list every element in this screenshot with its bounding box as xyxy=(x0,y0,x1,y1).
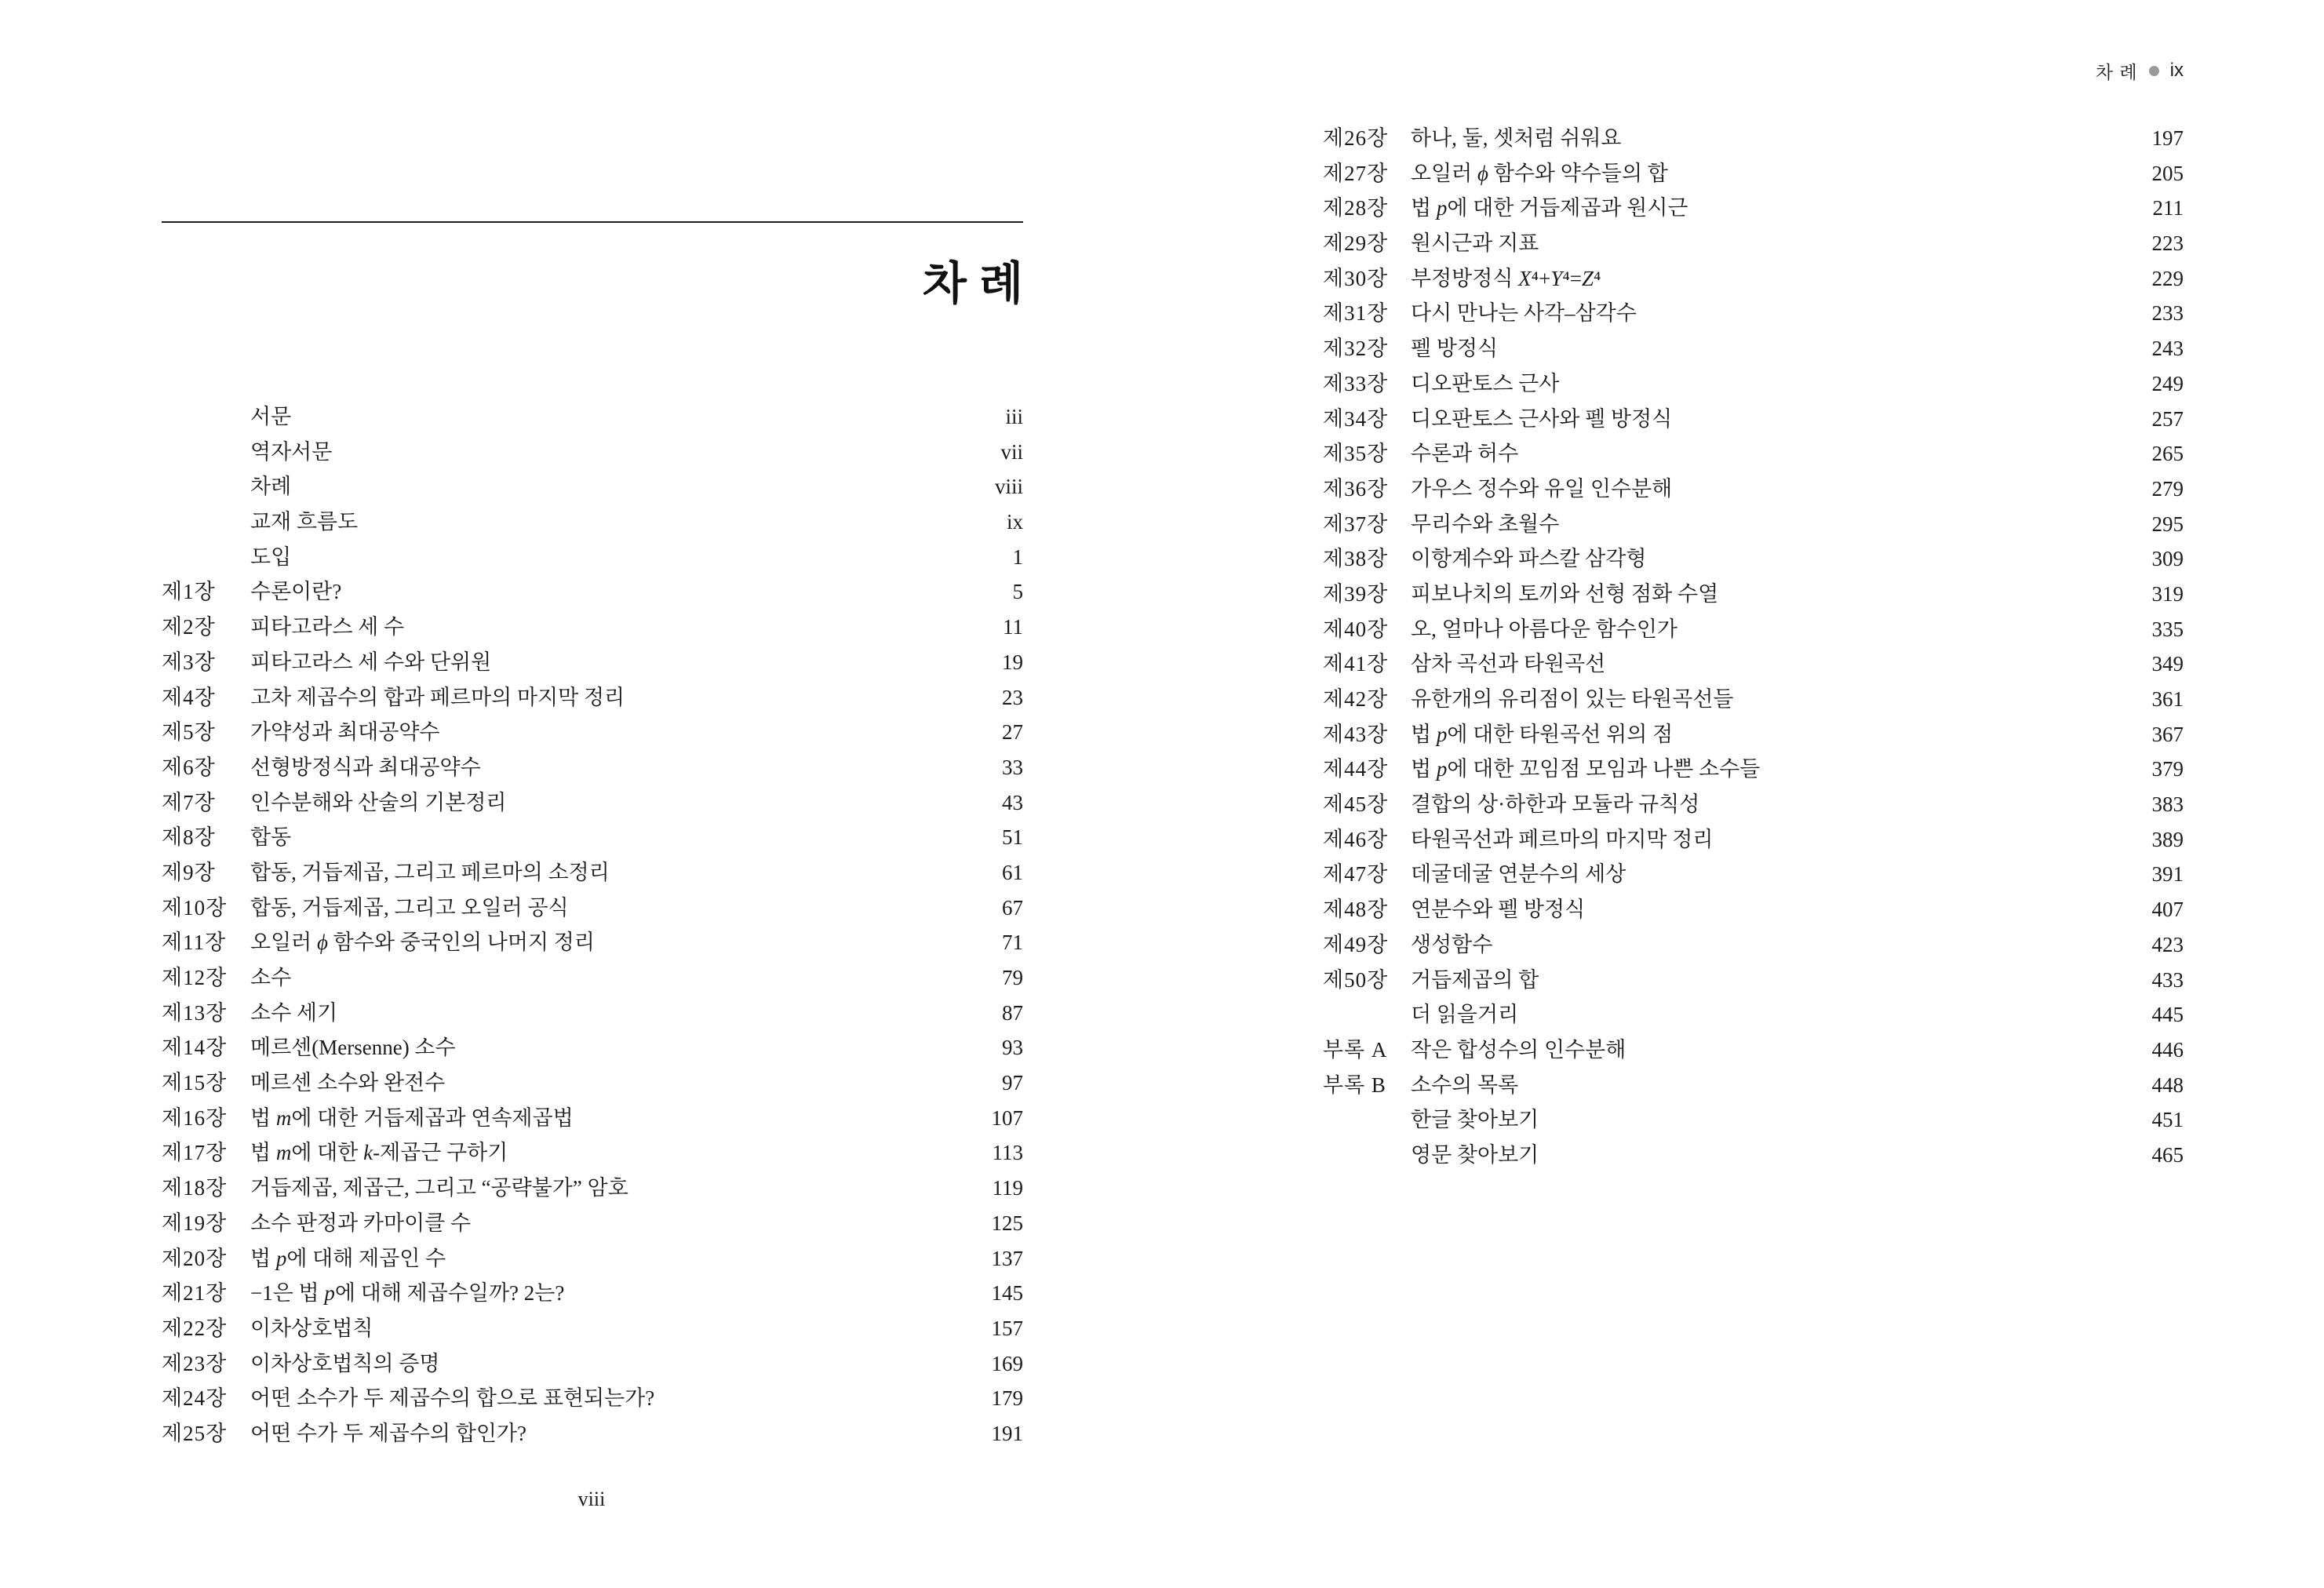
toc-entry-page-number: 169 xyxy=(991,1351,1023,1375)
toc-entry xyxy=(1323,612,2184,647)
toc-entry xyxy=(1323,191,2184,226)
toc-entry xyxy=(1323,1138,2184,1173)
toc-entry xyxy=(1323,261,2184,297)
running-head-page-number: ix xyxy=(2169,60,2184,81)
toc-entry-title: 피타고라스 세 수와 단위원 xyxy=(250,650,492,674)
toc-entry-label: 제29장 xyxy=(1323,231,1389,256)
toc-entry-page-number: ix xyxy=(1006,510,1023,534)
toc-entry-page-number: 433 xyxy=(2151,967,2184,992)
toc-entry-label: 제49장 xyxy=(1323,932,1389,956)
toc-entry-label: 제14장 xyxy=(162,1036,228,1060)
toc-entry xyxy=(162,891,1023,926)
toc-entry-page-number: 265 xyxy=(2151,442,2184,466)
toc-entry-page-number: 243 xyxy=(2151,337,2184,361)
toc-entry-title: 피보나치의 토끼와 선형 점화 수열 xyxy=(1411,581,1719,606)
toc-entry-page-number: 27 xyxy=(1002,720,1023,745)
toc-entry-title: 도입 xyxy=(250,545,292,569)
toc-entry-label: 제27장 xyxy=(1323,161,1389,185)
toc-entry xyxy=(162,1311,1023,1346)
toc-entry xyxy=(162,1276,1023,1311)
page-title: 차 례 xyxy=(922,258,1023,309)
toc-entry xyxy=(1323,997,2184,1033)
toc-entry-title: 결합의 상·하한과 모듈라 규칙성 xyxy=(1411,792,1700,817)
toc-entry-page-number: 223 xyxy=(2151,231,2184,256)
toc-entry xyxy=(1323,121,2184,156)
toc-entry-title: 어떤 소수가 두 제곱수의 합으로 표현되는가? xyxy=(250,1386,655,1411)
toc-entry-page-number: 43 xyxy=(1002,790,1023,814)
toc-entry-title: 오, 얼마나 아름다운 함수인가 xyxy=(1411,617,1677,641)
toc-entry-label: 제17장 xyxy=(162,1141,228,1165)
toc-entry xyxy=(1323,787,2184,822)
toc-entry-label: 제32장 xyxy=(1323,337,1389,361)
toc-entry-title: 소수 세기 xyxy=(250,1000,338,1025)
toc-entry-page-number: 249 xyxy=(2151,371,2184,395)
toc-entry-label: 제7장 xyxy=(162,790,216,814)
toc-entry-label: 제23장 xyxy=(162,1351,228,1375)
toc-entry-title: 디오판토스 근사 xyxy=(1411,371,1560,395)
toc-entry-title: 메르센(Mersenne) 소수 xyxy=(250,1036,456,1060)
toc-entry-page-number: 423 xyxy=(2151,932,2184,956)
toc-entry-label: 제43장 xyxy=(1323,722,1389,746)
toc-entry-title: 수론이란? xyxy=(250,580,342,604)
toc-entry xyxy=(162,1381,1023,1416)
toc-entry-title: 거듭제곱의 합 xyxy=(1411,967,1539,992)
toc-entry-label: 제44장 xyxy=(1323,757,1389,781)
bullet-icon xyxy=(2149,66,2159,76)
toc-entry-title: −1은 법 p에 대해 제곱수일까? 2는? xyxy=(250,1281,565,1306)
toc-entry-page-number: 137 xyxy=(991,1246,1023,1270)
toc-entry-label: 제4장 xyxy=(162,685,216,709)
toc-entry xyxy=(1323,472,2184,507)
toc-entry-label: 제28장 xyxy=(1323,196,1389,220)
toc-entry-title: 무리수와 초월수 xyxy=(1411,512,1560,536)
toc-entry-label: 제1장 xyxy=(162,580,216,604)
toc-entry-title: 오일러 ϕ 함수와 약수들의 합 xyxy=(1411,161,1668,185)
toc-entry-title: 생성함수 xyxy=(1411,932,1493,956)
toc-entry-label: 제10장 xyxy=(162,895,228,920)
toc-entry-label: 제45장 xyxy=(1323,792,1389,817)
toc-entry-page-number: 335 xyxy=(2151,617,2184,641)
toc-entry-page-number: 179 xyxy=(991,1386,1023,1411)
toc-entry xyxy=(1323,331,2184,366)
toc-entry-page-number: 61 xyxy=(1002,860,1023,884)
toc-entry-page-number: 5 xyxy=(1012,580,1023,604)
toc-entry-title: 법 m에 대한 거듭제곱과 연속제곱법 xyxy=(250,1105,574,1130)
toc-entry xyxy=(162,1101,1023,1136)
toc-entry-label: 제31장 xyxy=(1323,301,1389,326)
toc-entry-label: 제48장 xyxy=(1323,898,1389,922)
toc-entry xyxy=(1323,156,2184,191)
toc-entry-title: 원시근과 지표 xyxy=(1411,231,1539,256)
toc-entry xyxy=(162,1416,1023,1451)
toc-entry-title: 고차 제곱수의 합과 페르마의 마지막 정리 xyxy=(250,685,625,709)
toc-entry-title: 연분수와 펠 방정식 xyxy=(1411,898,1586,922)
toc-entry xyxy=(162,1135,1023,1171)
toc-entry-page-number: 1 xyxy=(1012,545,1023,569)
toc-entry-page-number: 233 xyxy=(2151,301,2184,326)
toc-entry-page-number: 23 xyxy=(1002,685,1023,709)
toc-entry xyxy=(1323,1033,2184,1068)
toc-entry-page-number: 448 xyxy=(2151,1073,2184,1097)
toc-entry-page-number: 361 xyxy=(2151,687,2184,711)
toc-list-left xyxy=(162,399,1023,1451)
toc-entry xyxy=(1323,963,2184,998)
toc-entry-page-number: 119 xyxy=(992,1176,1023,1200)
toc-entry-title: 수론과 허수 xyxy=(1411,442,1519,466)
toc-entry-page-number: 125 xyxy=(991,1211,1023,1235)
toc-entry-label: 제37장 xyxy=(1323,512,1389,536)
toc-entry-label: 제15장 xyxy=(162,1071,228,1095)
toc-entry-label: 제13장 xyxy=(162,1000,228,1025)
toc-entry-page-number: 97 xyxy=(1002,1071,1023,1095)
toc-entry-label: 제36장 xyxy=(1323,476,1389,501)
toc-entry-title: 소수 판정과 카마이클 수 xyxy=(250,1211,472,1235)
toc-entry-title: 데굴데굴 연분수의 세상 xyxy=(1411,862,1626,887)
toc-entry-title: 법 p에 대한 꼬임점 모임과 나쁜 소수들 xyxy=(1411,757,1761,781)
toc-entry-page-number: 11 xyxy=(1003,615,1023,639)
toc-entry-label: 부록 A xyxy=(1323,1037,1388,1062)
toc-entry-label: 제38장 xyxy=(1323,547,1389,571)
toc-entry-page-number: 107 xyxy=(991,1105,1023,1130)
toc-entry-title: 타원곡선과 페르마의 마지막 정리 xyxy=(1411,827,1714,851)
toc-entry xyxy=(162,820,1023,855)
toc-entry-page-number: 191 xyxy=(991,1421,1023,1445)
running-head-section: 차 례 xyxy=(2095,61,2138,82)
toc-entry-title: 디오판토스 근사와 펠 방정식 xyxy=(1411,406,1673,431)
toc-entry-title: 오일러 ϕ 함수와 중국인의 나머지 정리 xyxy=(250,931,595,955)
toc-entry xyxy=(1323,296,2184,331)
toc-entry-page-number: 379 xyxy=(2151,757,2184,781)
toc-entry-label: 제11장 xyxy=(162,931,227,955)
toc-entry-page-number: 113 xyxy=(992,1141,1023,1165)
toc-entry-page-number: 465 xyxy=(2151,1142,2184,1167)
toc-entry-title: 다시 만나는 사각–삼각수 xyxy=(1411,301,1637,326)
toc-entry xyxy=(1323,892,2184,927)
toc-entry-title: 차례 xyxy=(250,475,292,499)
toc-entry-label: 제46장 xyxy=(1323,827,1389,851)
toc-entry-label: 제21장 xyxy=(162,1281,228,1306)
toc-entry xyxy=(1323,366,2184,402)
toc-entry-label: 제12장 xyxy=(162,966,228,989)
toc-entry xyxy=(1323,402,2184,437)
toc-entry-title: 작은 합성수의 인수분해 xyxy=(1411,1037,1626,1062)
toc-entry-page-number: 451 xyxy=(2151,1108,2184,1132)
toc-entry-page-number: 295 xyxy=(2151,512,2184,536)
toc-entry-title: 합동, 거듭제곱, 그리고 페르마의 소정리 xyxy=(250,860,610,884)
toc-entry-page-number: 33 xyxy=(1002,755,1023,779)
toc-entry xyxy=(162,715,1023,750)
toc-entry xyxy=(162,469,1023,504)
toc-entry-label: 제42장 xyxy=(1323,687,1389,711)
toc-entry-title: 한글 찾아보기 xyxy=(1411,1108,1539,1132)
toc-entry xyxy=(1323,857,2184,892)
toc-entry-label: 제47장 xyxy=(1323,862,1389,887)
toc-entry-label: 제40장 xyxy=(1323,617,1389,641)
toc-entry-page-number: 309 xyxy=(2151,547,2184,571)
toc-entry-title: 법 p에 대한 거듭제곱과 원시근 xyxy=(1411,196,1688,220)
toc-entry xyxy=(162,960,1023,996)
toc-entry-page-number: 445 xyxy=(2151,1003,2184,1027)
toc-entry-page-number: iii xyxy=(1005,405,1023,428)
toc-entry xyxy=(162,645,1023,680)
toc-entry-page-number: 145 xyxy=(991,1281,1023,1306)
toc-entry-page-number: 257 xyxy=(2151,406,2184,431)
title-rule xyxy=(162,221,1023,223)
toc-entry xyxy=(1323,682,2184,717)
toc-entry-label: 제3장 xyxy=(162,650,216,674)
toc-entry-title: 더 읽을거리 xyxy=(1411,1003,1519,1027)
toc-entry xyxy=(162,504,1023,540)
toc-entry-title: 부정방정식 X⁴+Y⁴=Z⁴ xyxy=(1411,266,1601,290)
toc-entry-page-number: 19 xyxy=(1002,650,1023,674)
toc-entry-title: 소수의 목록 xyxy=(1411,1073,1519,1097)
toc-entry-page-number: 87 xyxy=(1002,1000,1023,1025)
toc-entry-title: 하나, 둘, 셋처럼 쉬워요 xyxy=(1411,126,1622,150)
toc-entry xyxy=(162,1346,1023,1382)
toc-entry-label: 제24장 xyxy=(162,1386,228,1411)
toc-entry-label: 제22장 xyxy=(162,1316,228,1340)
toc-entry xyxy=(162,785,1023,821)
toc-entry xyxy=(162,925,1023,960)
toc-entry-label: 제26장 xyxy=(1323,126,1389,150)
toc-entry-page-number: 446 xyxy=(2151,1037,2184,1062)
toc-entry-label: 제50장 xyxy=(1323,967,1389,992)
toc-entry-label: 제34장 xyxy=(1323,406,1389,431)
toc-entry-label: 제20장 xyxy=(162,1246,228,1270)
toc-entry xyxy=(1323,226,2184,261)
toc-entry-label: 부록 B xyxy=(1323,1073,1386,1097)
toc-entry-page-number: 389 xyxy=(2151,827,2184,851)
toc-entry-page-number: viii xyxy=(994,475,1023,499)
toc-entry xyxy=(162,1241,1023,1277)
toc-entry xyxy=(162,1065,1023,1101)
toc-entry xyxy=(1323,927,2184,963)
toc-entry-title: 가약성과 최대공약수 xyxy=(250,720,440,745)
toc-entry-title: 선형방정식과 최대공약수 xyxy=(250,755,481,779)
toc-entry xyxy=(162,855,1023,891)
toc-entry-page-number: 367 xyxy=(2151,722,2184,746)
toc-entry-title: 서문 xyxy=(250,405,292,428)
toc-entry-title: 인수분해와 산술의 기본정리 xyxy=(250,790,507,814)
toc-entry-title: 펠 방정식 xyxy=(1411,337,1499,361)
toc-entry-page-number: 279 xyxy=(2151,476,2184,501)
toc-entry xyxy=(162,1206,1023,1241)
footer-page-number: viii xyxy=(577,1488,606,1510)
toc-entry-title: 이항계수와 파스칼 삼각형 xyxy=(1411,547,1647,571)
toc-entry-label: 제18장 xyxy=(162,1176,228,1200)
toc-entry-label: 제9장 xyxy=(162,860,216,884)
toc-entry-title: 유한개의 유리점이 있는 타원곡선들 xyxy=(1411,687,1734,711)
toc-entry-page-number: 67 xyxy=(1002,895,1023,920)
toc-entry-page-number: 211 xyxy=(2152,196,2184,220)
toc-entry-title: 소수 xyxy=(250,966,292,989)
toc-entry xyxy=(1323,541,2184,577)
toc-entry-title: 가우스 정수와 유일 인수분해 xyxy=(1411,476,1673,501)
toc-entry xyxy=(162,399,1023,435)
toc-entry xyxy=(1323,1102,2184,1138)
toc-entry-page-number: 93 xyxy=(1002,1036,1023,1060)
toc-entry-title: 피타고라스 세 수 xyxy=(250,615,405,639)
toc-entry-title: 이차상호법칙의 증명 xyxy=(250,1351,440,1375)
toc-entry-title: 법 p에 대해 제곱인 수 xyxy=(250,1246,446,1270)
toc-entry-label: 제25장 xyxy=(162,1421,228,1445)
toc-entry xyxy=(162,574,1023,610)
toc-entry-title: 메르센 소수와 완전수 xyxy=(250,1071,446,1095)
toc-entry-page-number: 383 xyxy=(2151,792,2184,817)
toc-entry-page-number: 319 xyxy=(2151,581,2184,606)
toc-entry-title: 법 m에 대한 k-제곱근 구하기 xyxy=(250,1141,508,1165)
toc-entry xyxy=(1323,1068,2184,1103)
toc-entry-label: 제2장 xyxy=(162,615,216,639)
toc-entry-title: 삼차 곡선과 타원곡선 xyxy=(1411,652,1606,676)
toc-entry-label: 제33장 xyxy=(1323,371,1389,395)
toc-entry-page-number: 229 xyxy=(2151,266,2184,290)
toc-entry xyxy=(1323,507,2184,542)
toc-entry-title: 역자서문 xyxy=(250,439,333,464)
toc-entry-title: 거듭제곱, 제곱근, 그리고 “공략불가” 암호 xyxy=(250,1176,628,1200)
toc-entry-label: 제16장 xyxy=(162,1105,228,1130)
toc-entry xyxy=(1323,577,2184,612)
toc-entry-label: 제19장 xyxy=(162,1211,228,1235)
toc-entry-title: 법 p에 대한 타원곡선 위의 점 xyxy=(1411,722,1674,746)
toc-entry-page-number: vii xyxy=(1000,439,1023,464)
toc-entry xyxy=(162,1030,1023,1065)
running-head xyxy=(2096,56,2184,85)
toc-entry-label: 제30장 xyxy=(1323,266,1389,290)
toc-entry-page-number: 391 xyxy=(2151,862,2184,887)
toc-entry-page-number: 51 xyxy=(1002,825,1023,850)
toc-entry-page-number: 71 xyxy=(1002,931,1023,955)
toc-entry xyxy=(1323,822,2184,858)
toc-entry xyxy=(162,680,1023,716)
toc-entry xyxy=(162,1171,1023,1206)
toc-entry xyxy=(162,540,1023,575)
toc-entry xyxy=(1323,646,2184,682)
toc-entry xyxy=(162,435,1023,470)
toc-entry-label: 제39장 xyxy=(1323,581,1389,606)
toc-entry xyxy=(1323,717,2184,752)
toc-entry xyxy=(162,610,1023,645)
toc-entry-page-number: 157 xyxy=(991,1316,1023,1340)
toc-list-right xyxy=(1323,121,2184,1173)
toc-entry xyxy=(162,750,1023,785)
toc-entry-label: 제8장 xyxy=(162,825,216,850)
toc-entry-label: 제35장 xyxy=(1323,442,1389,466)
toc-entry-label: 제5장 xyxy=(162,720,216,745)
toc-entry xyxy=(1323,436,2184,472)
toc-entry-page-number: 407 xyxy=(2151,898,2184,922)
toc-entry-title: 영문 찾아보기 xyxy=(1411,1142,1539,1167)
toc-entry xyxy=(162,996,1023,1031)
toc-entry-label: 제6장 xyxy=(162,755,216,779)
toc-entry-title: 합동 xyxy=(250,825,292,850)
toc-entry-title: 어떤 수가 두 제곱수의 합인가? xyxy=(250,1421,526,1445)
toc-entry-page-number: 79 xyxy=(1002,966,1023,989)
toc-entry-page-number: 205 xyxy=(2151,161,2184,185)
toc-entry-title: 교재 흐름도 xyxy=(250,510,359,534)
toc-entry xyxy=(1323,752,2184,787)
toc-entry-title: 합동, 거듭제곱, 그리고 오일러 공식 xyxy=(250,895,569,920)
toc-entry-page-number: 349 xyxy=(2151,652,2184,676)
toc-entry-title: 이차상호법칙 xyxy=(250,1316,373,1340)
toc-entry-label: 제41장 xyxy=(1323,652,1389,676)
toc-entry-page-number: 197 xyxy=(2151,126,2184,150)
